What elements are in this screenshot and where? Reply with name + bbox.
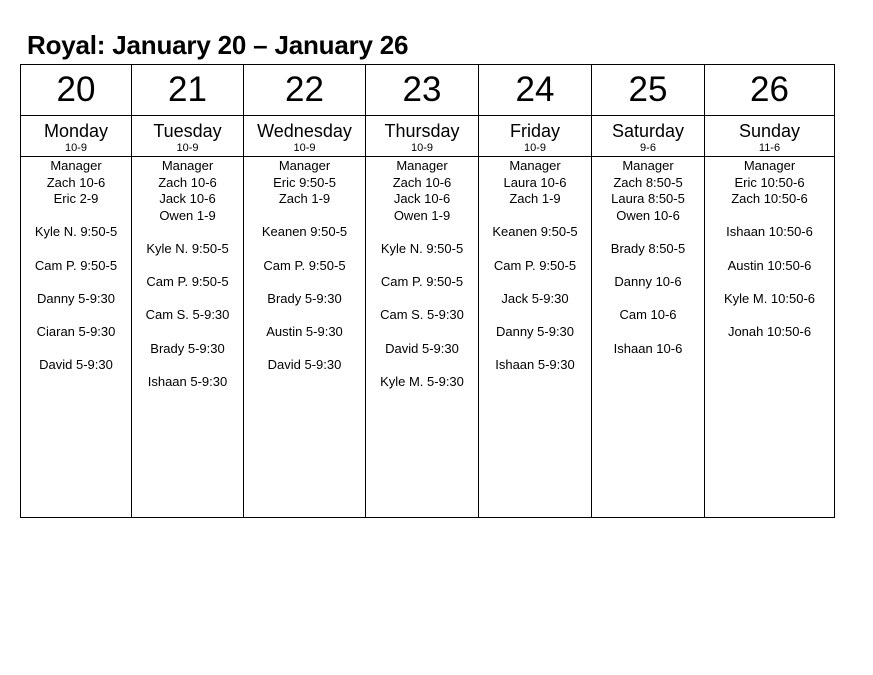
shift-group [21,291,131,308]
date-cell: 25 [592,65,705,116]
shift-entry: Zach 8:50-5 [613,174,683,190]
shift-list [479,157,591,374]
shift-cell [705,157,835,518]
shift-group [21,324,131,341]
shift-entry: Zach 10:50-6 [731,191,808,207]
day-header-cell [366,116,479,157]
shift-entry: Danny 5-9:30 [495,323,575,339]
shift-entry: Cam S. 5-9:30 [380,307,464,323]
shift-entry: Brady 8:50-5 [610,240,686,256]
shift-group [366,241,478,258]
schedule-title: Royal: January 20 – January 26 [27,30,409,60]
shift-entry: Ishaan 5-9:30 [495,357,575,373]
shift-entry: Eric 2-9 [53,191,99,207]
shift-entry: Brady 5-9:30 [267,290,342,306]
day-header-cell [705,116,835,157]
shift-list [705,157,834,341]
shift-group [592,241,704,258]
store-hours: 11-6 [758,142,781,154]
date-cell: 20 [21,65,132,116]
day-name-row [21,116,835,157]
shift-group [132,274,243,291]
shift-entry: Keanen 9:50-5 [261,224,348,240]
shift-group [366,341,478,358]
shift-group [479,291,591,308]
shift-entry: Kyle N. 9:50-5 [34,224,118,240]
shift-list [244,157,365,374]
shift-group [705,324,834,341]
shift-group [244,158,365,208]
shift-entry: Laura 10-6 [503,174,567,190]
store-hours: 10-9 [293,142,316,154]
shift-cell [592,157,705,518]
shift-entry: David 5-9:30 [39,357,113,373]
shift-group [21,224,131,241]
shift-entry: Jack 10-6 [159,191,216,207]
day-name: Monday [43,121,109,141]
store-hours: 10-9 [176,142,199,154]
shift-group [366,307,478,324]
manager-label: Manager [278,158,331,173]
shift-entry: Austin 5-9:30 [266,323,343,339]
day-name: Thursday [384,121,460,141]
shift-entry: Zach 10-6 [46,174,106,190]
shift-entry: Cam P. 9:50-5 [493,257,577,273]
shift-group [21,258,131,275]
shift-entry: Brady 5-9:30 [150,340,225,356]
shift-group [592,158,704,224]
date-cell: 22 [244,65,366,116]
day-header-cell [244,116,366,157]
store-hours: 10-9 [523,142,547,154]
shift-group [244,291,365,308]
shift-group [132,241,243,258]
shift-cell [366,157,479,518]
shift-group [592,274,704,291]
shift-entry: Eric 9:50-5 [273,174,336,190]
shift-group [244,357,365,374]
shift-group [705,258,834,275]
shift-entry: Eric 10:50-6 [734,174,805,190]
date-cell: 23 [366,65,479,116]
date-cell: 21 [132,65,244,116]
shift-entry: Ishaan 10-6 [613,340,683,356]
shift-entry: Zach 1-9 [509,191,561,207]
shift-group [592,341,704,358]
date-cell: 24 [479,65,592,116]
shift-entry: Danny 5-9:30 [36,290,116,306]
day-name: Saturday [611,121,685,141]
store-hours: 10-9 [64,142,88,154]
manager-label: Manager [396,158,448,173]
shift-group [366,374,478,391]
shift-entry: Ishaan 10:50-6 [726,224,813,240]
manager-label: Manager [50,158,102,173]
shift-entry: Keanen 9:50-5 [492,224,578,240]
shift-entry: Owen 1-9 [159,207,216,223]
date-cell: 26 [705,65,835,116]
store-hours: 10-9 [410,142,434,154]
shift-cell [244,157,366,518]
shift-group [705,224,834,241]
shift-entry: Kyle M. 5-9:30 [380,373,464,389]
shift-group [21,357,131,374]
day-name: Tuesday [153,121,222,141]
shift-group [479,357,591,374]
shift-group [479,224,591,241]
shift-entry: David 5-9:30 [267,357,342,373]
shift-entry: Cam P. 9:50-5 [34,257,118,273]
day-header-cell [21,116,132,157]
shift-group [479,258,591,275]
shift-entry: Jonah 10:50-6 [727,323,812,339]
shift-entry: Cam S. 5-9:30 [145,307,230,323]
shift-group [244,324,365,341]
shift-entry: Zach 10-6 [158,174,217,190]
shift-entry: Zach 10-6 [392,174,452,190]
manager-label: Manager [743,158,796,173]
shift-group [132,307,243,324]
shift-entry: Owen 1-9 [393,207,451,223]
manager-label: Manager [509,158,561,173]
day-name: Wednesday [257,121,352,141]
shift-entry: Jack 5-9:30 [501,290,569,306]
shift-entry: Ciaran 5-9:30 [36,323,116,339]
day-name: Friday [509,121,560,141]
shift-group [479,324,591,341]
shift-entry: Austin 10:50-6 [727,257,812,273]
shift-group [244,224,365,241]
shift-group [366,158,478,224]
shift-list [132,157,243,390]
shift-entry: Cam 10-6 [619,307,677,323]
shift-entry: Kyle M. 10:50-6 [723,290,816,306]
shift-row [21,157,835,518]
shift-entry: Danny 10-6 [614,274,682,290]
shift-entry: Owen 10-6 [616,207,680,223]
shift-group [132,341,243,358]
day-header-cell [479,116,592,157]
shift-entry: Jack 10-6 [393,191,451,207]
shift-cell [132,157,244,518]
shift-cell [21,157,132,518]
shift-group [132,158,243,224]
shift-entry: Cam P. 9:50-5 [146,274,229,290]
shift-entry: Cam P. 9:50-5 [380,274,464,290]
shift-list [592,157,704,357]
shift-group [21,158,131,208]
shift-cell [479,157,592,518]
shift-entry: Zach 1-9 [278,191,331,207]
shift-entry: Laura 8:50-5 [611,191,685,207]
shift-list [366,157,478,390]
shift-group [592,307,704,324]
shift-entry: Kyle N. 9:50-5 [380,240,464,256]
shift-group [366,274,478,291]
manager-label: Manager [161,158,214,173]
shift-group [479,158,591,208]
shift-entry: David 5-9:30 [385,340,459,356]
shift-group [244,258,365,275]
day-header-cell [592,116,705,157]
shift-entry: Ishaan 5-9:30 [147,373,228,389]
shift-group [132,374,243,391]
day-name: Sunday [738,121,801,141]
shift-group [705,158,834,208]
day-header-cell [132,116,244,157]
store-hours: 9-6 [640,142,656,154]
manager-label: Manager [622,158,674,173]
date-row [21,65,835,116]
shift-group [705,291,834,308]
shift-list [21,157,131,374]
weekly-schedule-table [20,64,835,518]
shift-entry: Cam P. 9:50-5 [263,257,346,273]
shift-entry: Kyle N. 9:50-5 [146,240,229,256]
